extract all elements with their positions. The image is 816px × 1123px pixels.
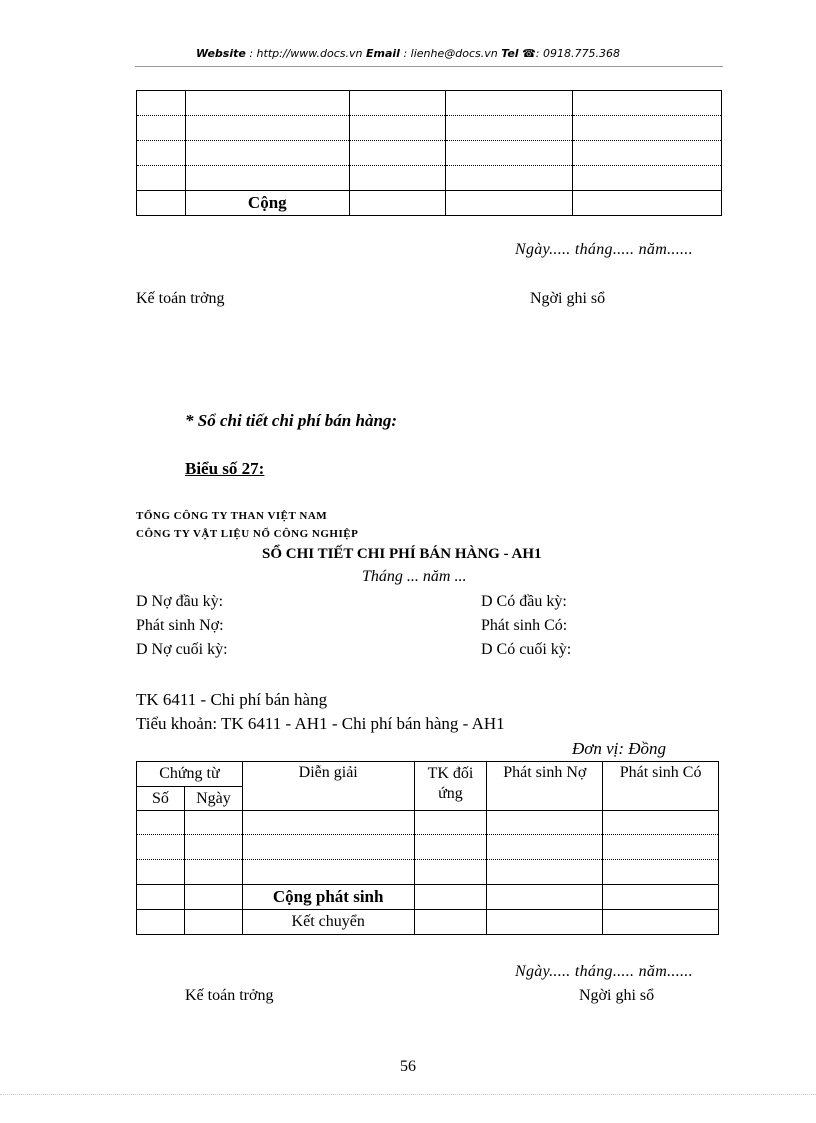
total-label: Cộng	[185, 191, 349, 216]
currency-unit: Đơn vị: Đồng	[572, 739, 667, 758]
transfer-row	[137, 910, 719, 935]
credit-arising: Phát sinh Có:	[481, 617, 568, 634]
col-description	[242, 762, 414, 811]
transfer-label: Kết chuyển	[242, 910, 414, 935]
table-row	[137, 811, 719, 835]
footer-divider	[0, 1094, 816, 1095]
col-debit-label: Phát sinh Nợ	[503, 764, 587, 781]
total-row	[137, 191, 722, 216]
table-row	[137, 141, 722, 166]
table-row	[137, 835, 719, 860]
table-row	[137, 166, 722, 191]
chief-accountant-label-2: Kế toán trởng	[185, 987, 274, 1004]
recorder-label: Ngời ghi sổ	[530, 290, 606, 307]
col-contra-line1: TK đối	[427, 765, 474, 782]
total-arising-label: Cộng phát sinh	[242, 885, 414, 910]
form-number: Biểu số 27:	[185, 459, 265, 478]
page-header	[0, 47, 816, 60]
ledger-title: SỔ CHI TIẾT CHI PHÍ BÁN HÀNG - AH1	[262, 546, 542, 562]
col-contra-account	[414, 762, 487, 811]
account-line: TK 6411 - Chi phí bán hàng	[136, 690, 328, 709]
continued-table	[136, 90, 722, 216]
section-heading: * Sổ chi tiết chi phí bán hàng:	[185, 411, 398, 430]
table-row	[137, 116, 722, 141]
col-contra-line2: ứng	[438, 785, 463, 802]
header-rule	[135, 66, 723, 67]
subaccount-line: Tiểu khoản: TK 6411 - AH1 - Chi phí bán hàng - AH1	[136, 714, 505, 733]
date-line-2: Ngày..... tháng..... năm......	[515, 963, 693, 980]
col-voucher: Chứng từ	[137, 762, 243, 787]
tel-label: Tel	[501, 47, 519, 60]
email-value: : lienhe@docs.vn	[399, 47, 502, 60]
phone-icon: ☎	[522, 47, 536, 60]
col-number: Số	[137, 787, 185, 811]
org-name-1: TỔNG CÔNG TY THAN VIỆT NAM	[136, 510, 328, 522]
website-value: : http://www.docs.vn	[245, 47, 367, 60]
col-credit-label: Phát sinh Có	[619, 764, 702, 781]
page-number: 56	[400, 1058, 416, 1075]
recorder-label-2: Ngời ghi sổ	[579, 987, 655, 1004]
table-row	[137, 91, 722, 116]
col-date: Ngày	[184, 787, 242, 811]
website-label: Website	[196, 47, 246, 60]
credit-closing-balance: D Có cuối kỳ:	[481, 641, 572, 658]
col-credit	[603, 762, 719, 811]
debit-opening-balance: D Nợ đầu kỳ:	[136, 593, 224, 610]
org-name-2: CÔNG TY VẬT LIỆU NỔ CÔNG NGHIỆP	[136, 528, 359, 540]
col-description-label: Diễn giải	[298, 764, 358, 781]
ledger-table	[136, 761, 719, 935]
ledger-period: Tháng ... năm ...	[362, 568, 467, 585]
email-label: Email	[366, 47, 400, 60]
credit-opening-balance: D Có đầu kỳ:	[481, 593, 567, 610]
chief-accountant-label: Kế toán trởng	[136, 290, 225, 307]
debit-arising: Phát sinh Nợ:	[136, 617, 224, 634]
header-row	[137, 762, 719, 787]
table-row	[137, 860, 719, 885]
total-row	[137, 885, 719, 910]
tel-value: : 0918.775.368	[535, 47, 620, 60]
col-debit	[487, 762, 603, 811]
debit-closing-balance: D Nợ cuối kỳ:	[136, 641, 228, 658]
date-line: Ngày..... tháng..... năm......	[515, 241, 693, 258]
